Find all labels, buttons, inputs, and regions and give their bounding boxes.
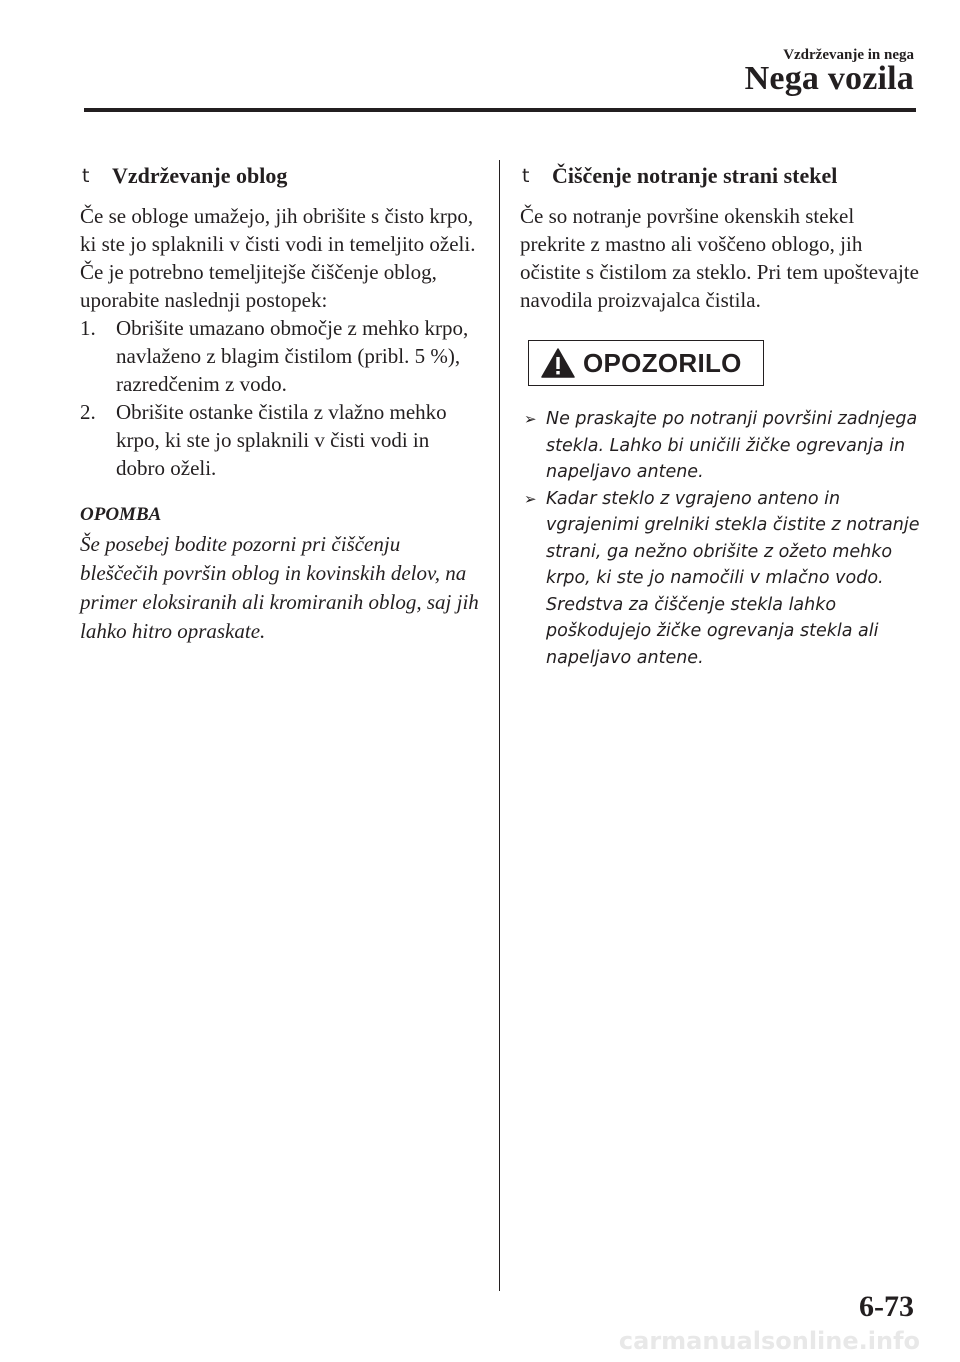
list-item — [80, 314, 480, 398]
section-heading-text: Čiščenje notranje strani stekel — [552, 163, 838, 188]
warning-text: Kadar steklo z vgrajeno anteno in vgrajenimi grelniki stekla čistite z notranje strani, ga nežno obrišite z ožeto mehko krpo, ki ste jo namočili v mlačno vodo. — [546, 488, 920, 588]
note-label: OPOMBA — [80, 504, 162, 525]
section-marker: t — [82, 165, 90, 187]
warning-list — [520, 406, 920, 671]
arrow-bullet-icon: ➢ — [524, 489, 537, 508]
paragraph: Če se obloge umažejo, jih obrišite s čisto krpo, ki ste jo splaknili v čisti vodi in temeljito oželi. — [80, 204, 476, 256]
paragraph: Če so notranje površine okenskih stekel prekrite z mastno ali voščeno oblogo, jih očistite s čistilom za steklo. Pri tem upoštevajte navodila proizvajalca čistila. — [520, 204, 919, 312]
warning-label: OPOZORILO — [583, 347, 742, 378]
section-marker: t — [522, 165, 530, 187]
column-divider — [499, 160, 500, 1291]
list-item — [80, 398, 480, 482]
right-column — [520, 160, 920, 671]
list-item — [520, 486, 920, 672]
warning-triangle-icon — [541, 348, 575, 378]
steps-list — [80, 314, 480, 482]
warning-box — [528, 340, 764, 386]
header-section-label: Vzdrževanje in nega — [783, 47, 914, 63]
section-heading-text: Vzdrževanje oblog — [112, 163, 288, 188]
header-rule — [84, 108, 916, 112]
left-column — [80, 160, 480, 646]
section-heading-trim-care — [80, 160, 480, 192]
paragraph: Če je potrebno temeljitejše čiščenje oblog, uporabite naslednji postopek: — [80, 260, 437, 312]
section-heading-window-cleaning — [520, 160, 920, 192]
warning-text: Ne praskajte po notranji površini zadnjega stekla. Lahko bi uničili žičke ogrevanja in napeljavo antene. — [546, 409, 918, 482]
warning-text-continued: Sredstva za čiščenje stekla lahko poškodujejo žičke ogrevanja stekla ali napeljavo antene. — [546, 594, 879, 668]
step-text: Obrišite umazano območje z mehko krpo, navlaženo z blagim čistilom (pribl. 5 %), razredčenim z vodo. — [116, 316, 469, 396]
watermark: carmanualsonline.info — [618, 1327, 920, 1355]
step-number: 2. — [80, 400, 96, 424]
arrow-bullet-icon: ➢ — [524, 410, 537, 428]
step-number: 1. — [80, 316, 96, 340]
step-text: Obrišite ostanke čistila z vlažno mehko krpo, ki ste jo splaknili v čisti vodi in dobro oželi. — [116, 400, 447, 480]
page-number: 6-73 — [859, 1290, 914, 1323]
list-item — [520, 406, 920, 486]
note-text: Še posebej bodite pozorni pri čiščenju bleščečih površin oblog in kovinskih delov, na primer eloksiranih ali kromiranih oblog, saj jih lahko hitro opraskate. — [80, 532, 479, 643]
page-title: Nega vozila — [744, 60, 914, 97]
